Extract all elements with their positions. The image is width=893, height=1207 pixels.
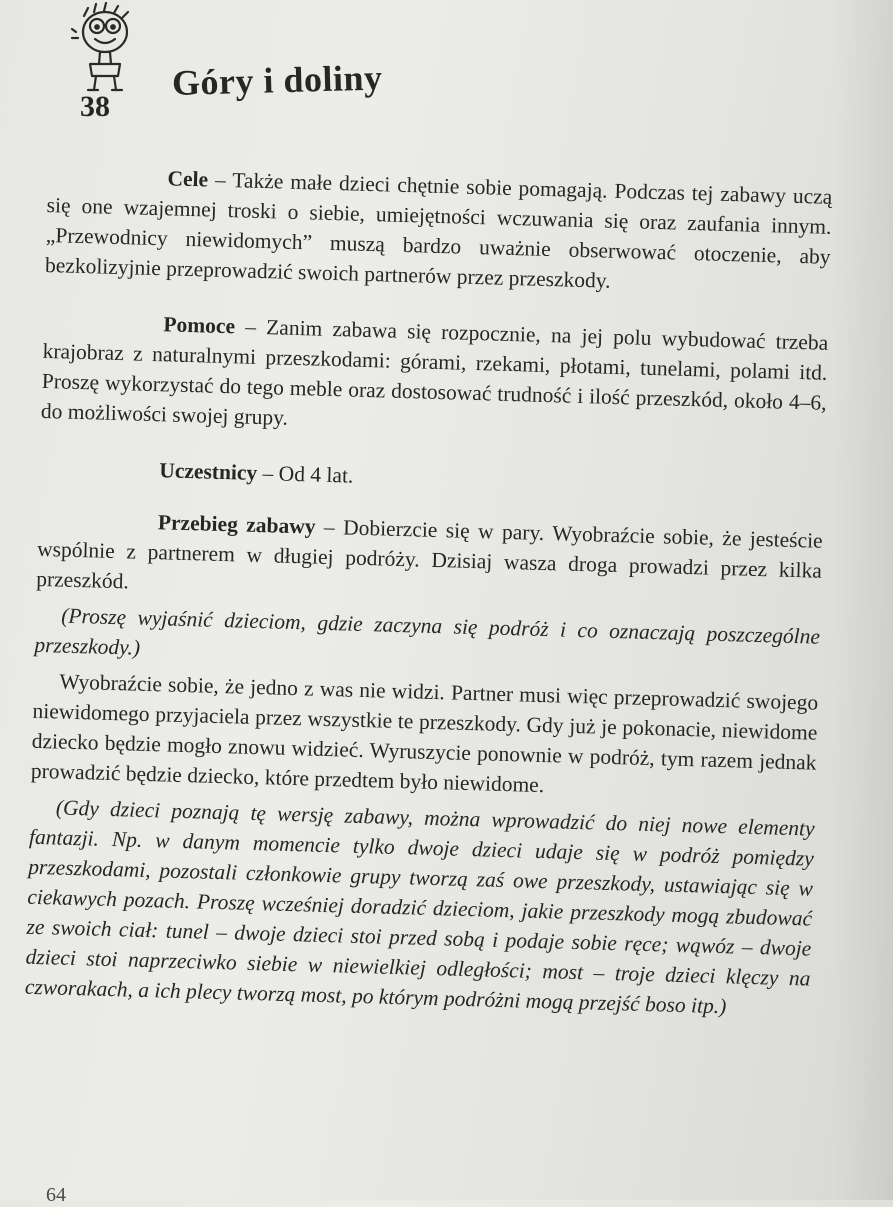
page-number: 64 <box>46 1184 66 1206</box>
procedure-note-1: (Proszę wyjaśnić dzieciom, gdzie zaczyna się podróż i co oznaczają poszczególne przeszkody.) <box>34 603 821 660</box>
procedure-paragraph-2: Wyobraźcie sobie, że jedno z was nie widzi. Partner musi więc przeprowadzić swojego niewidomego przyjaciela przez wszystkie te przeszkody. Gdy już je pokonacie, niewidome dziecko będzie mogło znowu widzieć. Wyruszycie ponownie w podróż, tym razem jednak prowadzić będzie dziecko, które przedtem było niewidome. <box>30 669 819 798</box>
cartoon-figure-with-glasses-icon <box>70 2 140 94</box>
procedure-label: Przebieg zabawy <box>157 510 316 539</box>
procedure-paragraph <box>36 504 823 616</box>
lesson-number: 38 <box>80 90 110 123</box>
participants-paragraph <box>39 452 825 504</box>
goals-text: – Także małe dzieci chętnie sobie pomagają. Podczas tej zabawy uczą się one wzajemnej troski o siebie, umiejętności wczuwania się oraz zaufania innym. „Przewodnicy niewidomych” muszą bardzo uważnie obserwować otoczenie, aby bezkolizyjnie przeprowadzić swoich partnerów przez przeszkody. <box>44 167 833 293</box>
aids-text: – Zanim zabawa się rozpocznie, na jej polu wybudować trzeba krajobraz z naturalnymi przeszkodami: górami, rzekami, płotami, tunelami, polami itd. Proszę wykorzystać do tego meble oraz dostosować trudność i ilość przeszkód, około 4–6, do możliwości swojej grupy. <box>40 314 829 430</box>
aids-paragraph <box>41 306 829 448</box>
participants-label: Uczestnicy <box>159 458 258 485</box>
goals-paragraph <box>45 160 833 302</box>
lesson-title: Góry i doliny <box>171 57 383 103</box>
goals-label: Cele <box>167 166 209 192</box>
aids-label: Pomoce <box>163 312 236 339</box>
procedure-note-2: (Gdy dzieci poznają tę wersję zabawy, można wprowadzić do niej nowe elementy fantazji. Np. w danym momencie tylko dwoje dzieci udaje się w podróż pomiędzy przeszkodami, pozostali członkowie grupy tworzą zaś owe przeszkody, ustawiając się w ciekawych pozach. Proszę wcześniej doradzić dzieciom, jakie przeszkody mogą zbudować ze swoich ciał: tunel – dwoje dzieci stoi przed sobą i podaje sobie ręce; wąwóz – dwoje dzieci stoi naprzeciwko siebie w niewielkiej odległości; most – troje dzieci klęczy na czworakach, a ich plecy tworzą most, po którym podróżni mogą przejść boso itp.) <box>24 795 815 1019</box>
body-text <box>24 160 832 1024</box>
page-edge-shadow <box>833 0 893 1200</box>
procedure-text: – Dobierzcie się w pary. Wyobraźcie sobie, że jesteście wspólnie z partnerem w długiej podróży. Dzisiaj wasza droga prowadzi przez kilka przeszkód. <box>35 514 824 594</box>
participants-text: – Od 4 lat. <box>256 460 354 488</box>
